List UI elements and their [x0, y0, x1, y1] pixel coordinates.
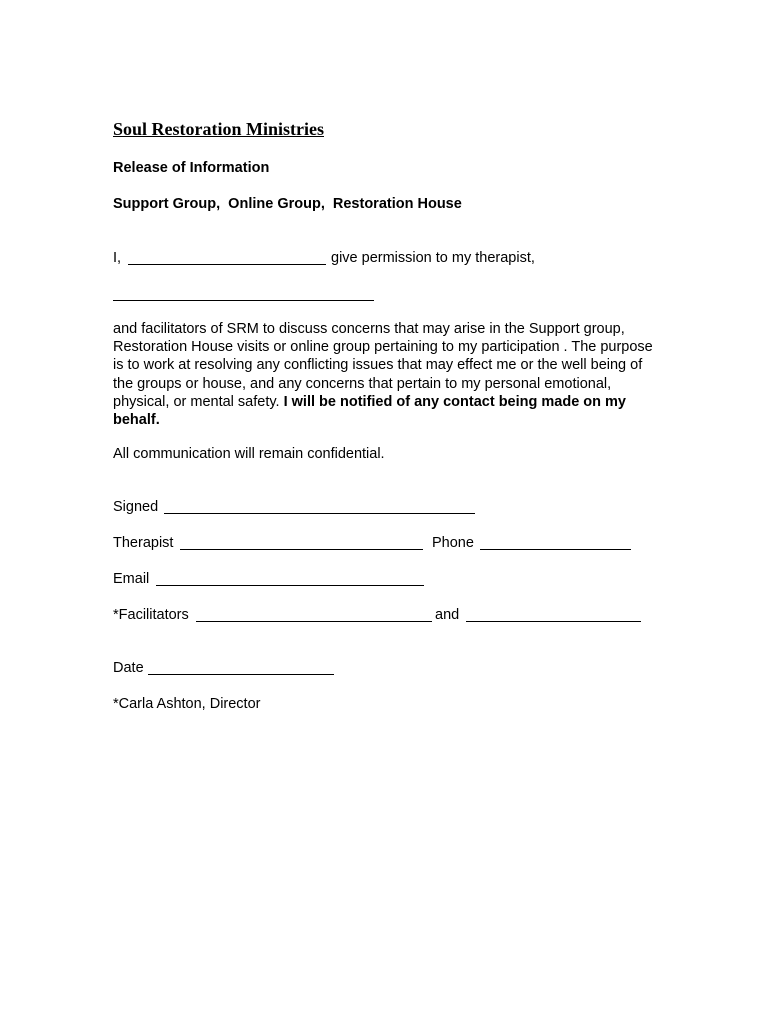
facilitator-2-blank[interactable] — [466, 621, 641, 622]
consent-paragraph-text: and facilitators of SRM to discuss concerns that may arise in the Support group, Restoration House visits or online group pertaining to my participation . The purpose is to work at resolving any conflicting issues that may effect me or the well being of the groups or house, and any concerns that pertain to my personal emotional, physical, or mental safety. — [113, 321, 653, 410]
and-label: and — [435, 607, 460, 623]
email-label: Email — [113, 571, 150, 587]
signed-label: Signed — [113, 499, 159, 515]
form-title: Release of Information — [113, 160, 270, 176]
therapist-name-blank[interactable] — [113, 300, 374, 301]
date-label: Date — [113, 660, 144, 676]
confidential-note: All communication will remain confidential. — [113, 446, 385, 462]
facilitator-1-blank[interactable] — [196, 621, 432, 622]
therapist-label: Therapist — [113, 535, 174, 551]
permission-suffix: give permission to my therapist, — [331, 250, 535, 266]
consent-paragraph-bold: I will be notified of any contact being made on my behalf. — [113, 393, 626, 429]
email-blank[interactable] — [156, 585, 424, 586]
consent-paragraph — [113, 320, 653, 429]
programs-line: Support Group, Online Group, Restoration House — [113, 196, 462, 212]
date-blank[interactable] — [148, 674, 334, 675]
facilitators-label: *Facilitators — [113, 607, 189, 623]
director-footnote: *Carla Ashton, Director — [113, 696, 261, 712]
phone-label: Phone — [432, 535, 474, 551]
phone-blank[interactable] — [480, 549, 631, 550]
permission-prefix: I, — [113, 250, 122, 266]
signed-blank[interactable] — [164, 513, 475, 514]
org-title: Soul Restoration Ministries — [113, 119, 324, 139]
therapist-blank[interactable] — [180, 549, 423, 550]
name-blank[interactable] — [128, 264, 326, 265]
